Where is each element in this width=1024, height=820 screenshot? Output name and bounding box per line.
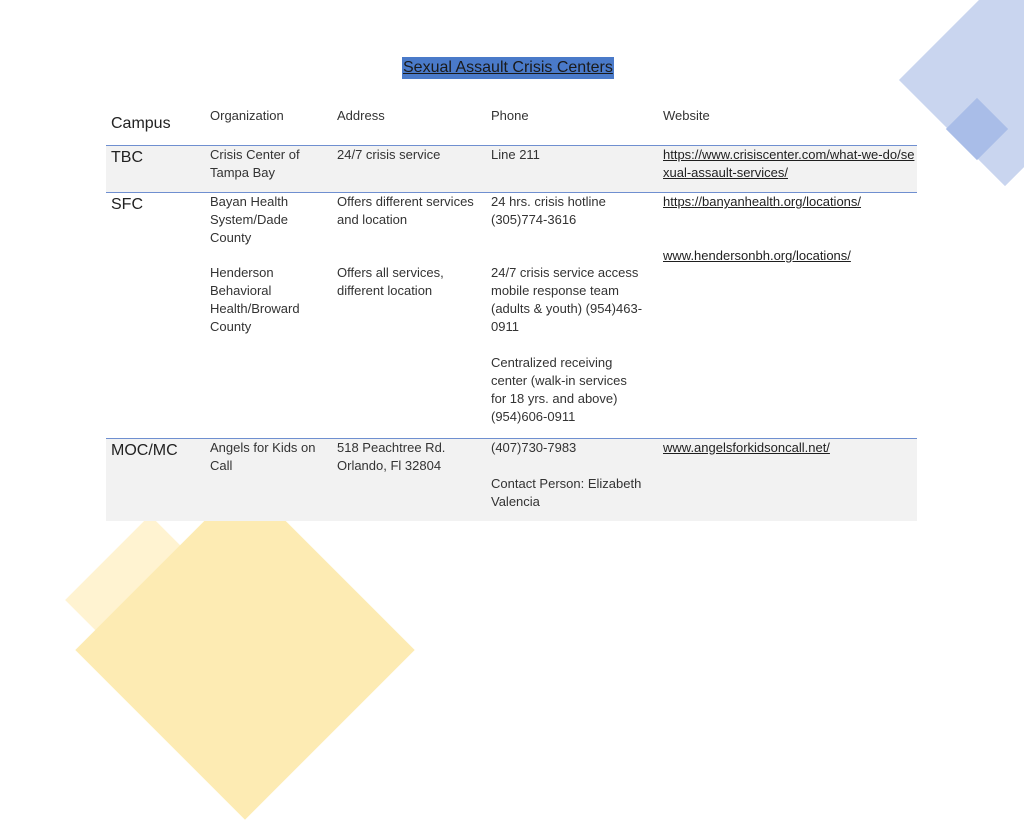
- header-phone: Phone: [491, 108, 529, 123]
- table-row-sfc: [106, 192, 917, 438]
- website-link[interactable]: https://www.crisiscenter.com/what-we-do/sexual-assault-services/: [663, 147, 915, 180]
- crisis-centers-table: [106, 100, 917, 521]
- website-link[interactable]: www.angelsforkidsoncall.net/: [663, 440, 830, 455]
- header-address: Address: [337, 108, 385, 123]
- header-website: Website: [663, 108, 710, 123]
- organization-cell-2: Henderson Behavioral Health/Broward County: [210, 265, 300, 334]
- organization-cell: Crisis Center of Tampa Bay: [210, 147, 300, 180]
- table-header: [106, 100, 917, 145]
- website-link[interactable]: https://banyanhealth.org/locations/: [663, 194, 862, 209]
- address-cell-2: Offers all services, different location: [337, 265, 444, 298]
- phone-cell-2: 24/7 crisis service access mobile response team (adults & youth) (954)463-0911: [491, 265, 643, 334]
- decor-diamond-yellow: [75, 480, 414, 819]
- header-campus: Campus: [111, 115, 171, 132]
- header-organization: Organization: [210, 108, 284, 123]
- decor-diamond-large-blue: [899, 0, 1024, 186]
- address-cell: Offers different services and location: [337, 194, 474, 227]
- table-row-moc-mc: [106, 438, 917, 521]
- phone-cell-3: Centralized receiving center (walk-in services for 18 yrs. and above) (954)606-0911: [491, 355, 627, 424]
- page-title: Sexual Assault Crisis Centers: [402, 57, 614, 79]
- organization-cell: Angels for Kids on Call: [210, 440, 316, 473]
- website-link-2[interactable]: www.hendersonbh.org/locations/: [663, 248, 851, 263]
- phone-cell: (407)730-7983: [491, 440, 577, 455]
- address-cell: 518 Peachtree Rd. Orlando, Fl 32804: [337, 440, 446, 473]
- table-row-tbc: [106, 145, 917, 192]
- phone-cell: Line 211: [491, 147, 540, 162]
- campus-cell: SFC: [111, 196, 143, 213]
- campus-cell: MOC/MC: [111, 442, 178, 459]
- phone-cell: 24 hrs. crisis hotline (305)774-3616: [491, 194, 606, 227]
- campus-cell: TBC: [111, 149, 143, 166]
- address-cell: 24/7 crisis service: [337, 147, 441, 162]
- organization-cell: Bayan Health System/Dade County: [210, 194, 289, 245]
- contact-cell: Contact Person: Elizabeth Valencia: [491, 476, 642, 509]
